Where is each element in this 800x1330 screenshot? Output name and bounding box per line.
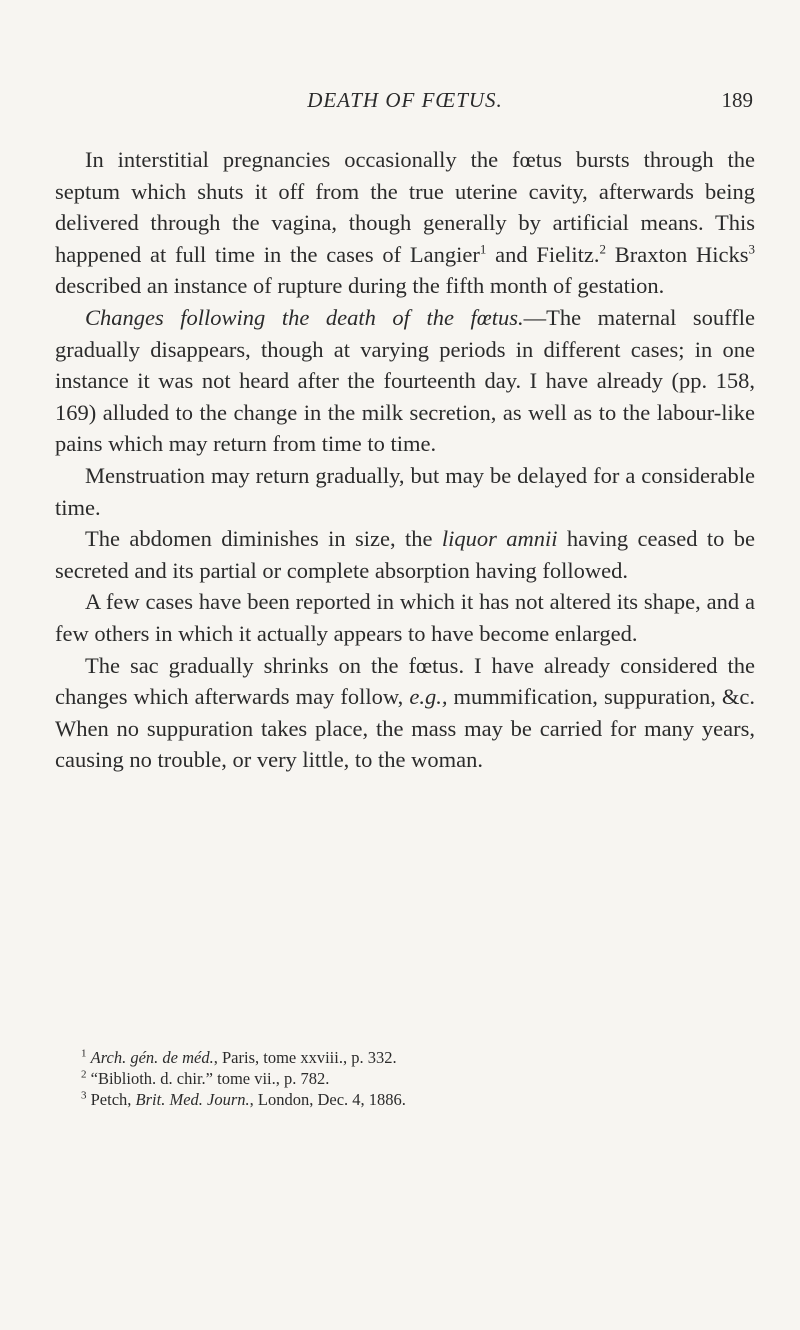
text-span: having ceased to be secreted and its partial or complete absorption having followed.	[55, 526, 755, 583]
citation-title: Brit. Med. Journ.	[135, 1090, 250, 1109]
page-number: 189	[721, 88, 753, 112]
citation-details: “Biblioth. d. chir.” tome vii., p. 782.	[90, 1069, 330, 1088]
text-span: In interstitial pregnancies occasionally the fœtus bursts through the septum which shuts it off from the true uterine cavity, afterwards being delivered through the vagina, though generally by artificial means. This happened at full time in the cases of Langier	[55, 147, 755, 267]
footnote-2	[55, 1068, 755, 1089]
footnote-1	[55, 1047, 755, 1068]
body-text	[55, 144, 755, 776]
footnote-ref-1: 1	[479, 241, 487, 257]
section-heading-italic: Changes following the death of the fœtus.	[85, 304, 524, 330]
text-span: and Fielitz.	[486, 241, 600, 267]
text-span: mummification, suppuration, &c. When no suppuration takes place, the mass may be carried for many years, causing no trouble, or very little, to the woman.	[55, 684, 755, 773]
italic-term: liquor amnii	[441, 526, 558, 552]
text-span: The sac gradually shrinks on the fœtus. I have already considered the changes which afterwards may follow,	[55, 652, 755, 710]
citation-title: Arch. gén. de méd.	[90, 1048, 214, 1067]
italic-term: e.g.,	[409, 684, 448, 710]
page-header	[55, 88, 755, 128]
footnote-ref-2: 2	[599, 241, 607, 257]
text-span: —The maternal souffle gradually disappears, though at varying periods in different cases; in one instance it was not heard after the fourteenth day. I have already (pp. 158, 169) alluded to the change in the milk secretion, as well as to the labour-like pains which may return from time to time.	[55, 304, 755, 457]
paragraph-few-cases: A few cases have been reported in which it has not altered its shape, and a few others in which it actually appears to have become enlarged.	[55, 589, 755, 646]
paragraph-changes-following-death	[55, 302, 755, 460]
text-span: The abdomen diminishes in size, the	[85, 526, 442, 552]
paragraph-menstruation: Menstruation may return gradually, but may be delayed for a considerable time.	[55, 462, 755, 520]
citation-details: , Paris, tome xxviii., p. 332.	[213, 1048, 397, 1067]
citation-author: Petch,	[90, 1090, 136, 1109]
paragraph-sac-shrinks	[55, 650, 755, 776]
footnote-marker: 3	[81, 1089, 87, 1102]
paragraph-abdomen	[55, 523, 755, 586]
footnote-3	[55, 1089, 755, 1110]
footnote-ref-3: 3	[748, 241, 756, 257]
footnotes	[55, 1047, 755, 1110]
footnote-marker: 2	[81, 1068, 87, 1081]
citation-details: , London, Dec. 4, 1886.	[249, 1090, 406, 1109]
paragraph-interstitial-pregnancy	[55, 144, 755, 302]
footnote-marker: 1	[81, 1047, 87, 1060]
running-title: DEATH OF FŒTUS.	[307, 88, 503, 112]
text-span: described an instance of rupture during the fifth month of gestation.	[55, 273, 665, 299]
text-span: Braxton Hicks	[606, 241, 749, 267]
